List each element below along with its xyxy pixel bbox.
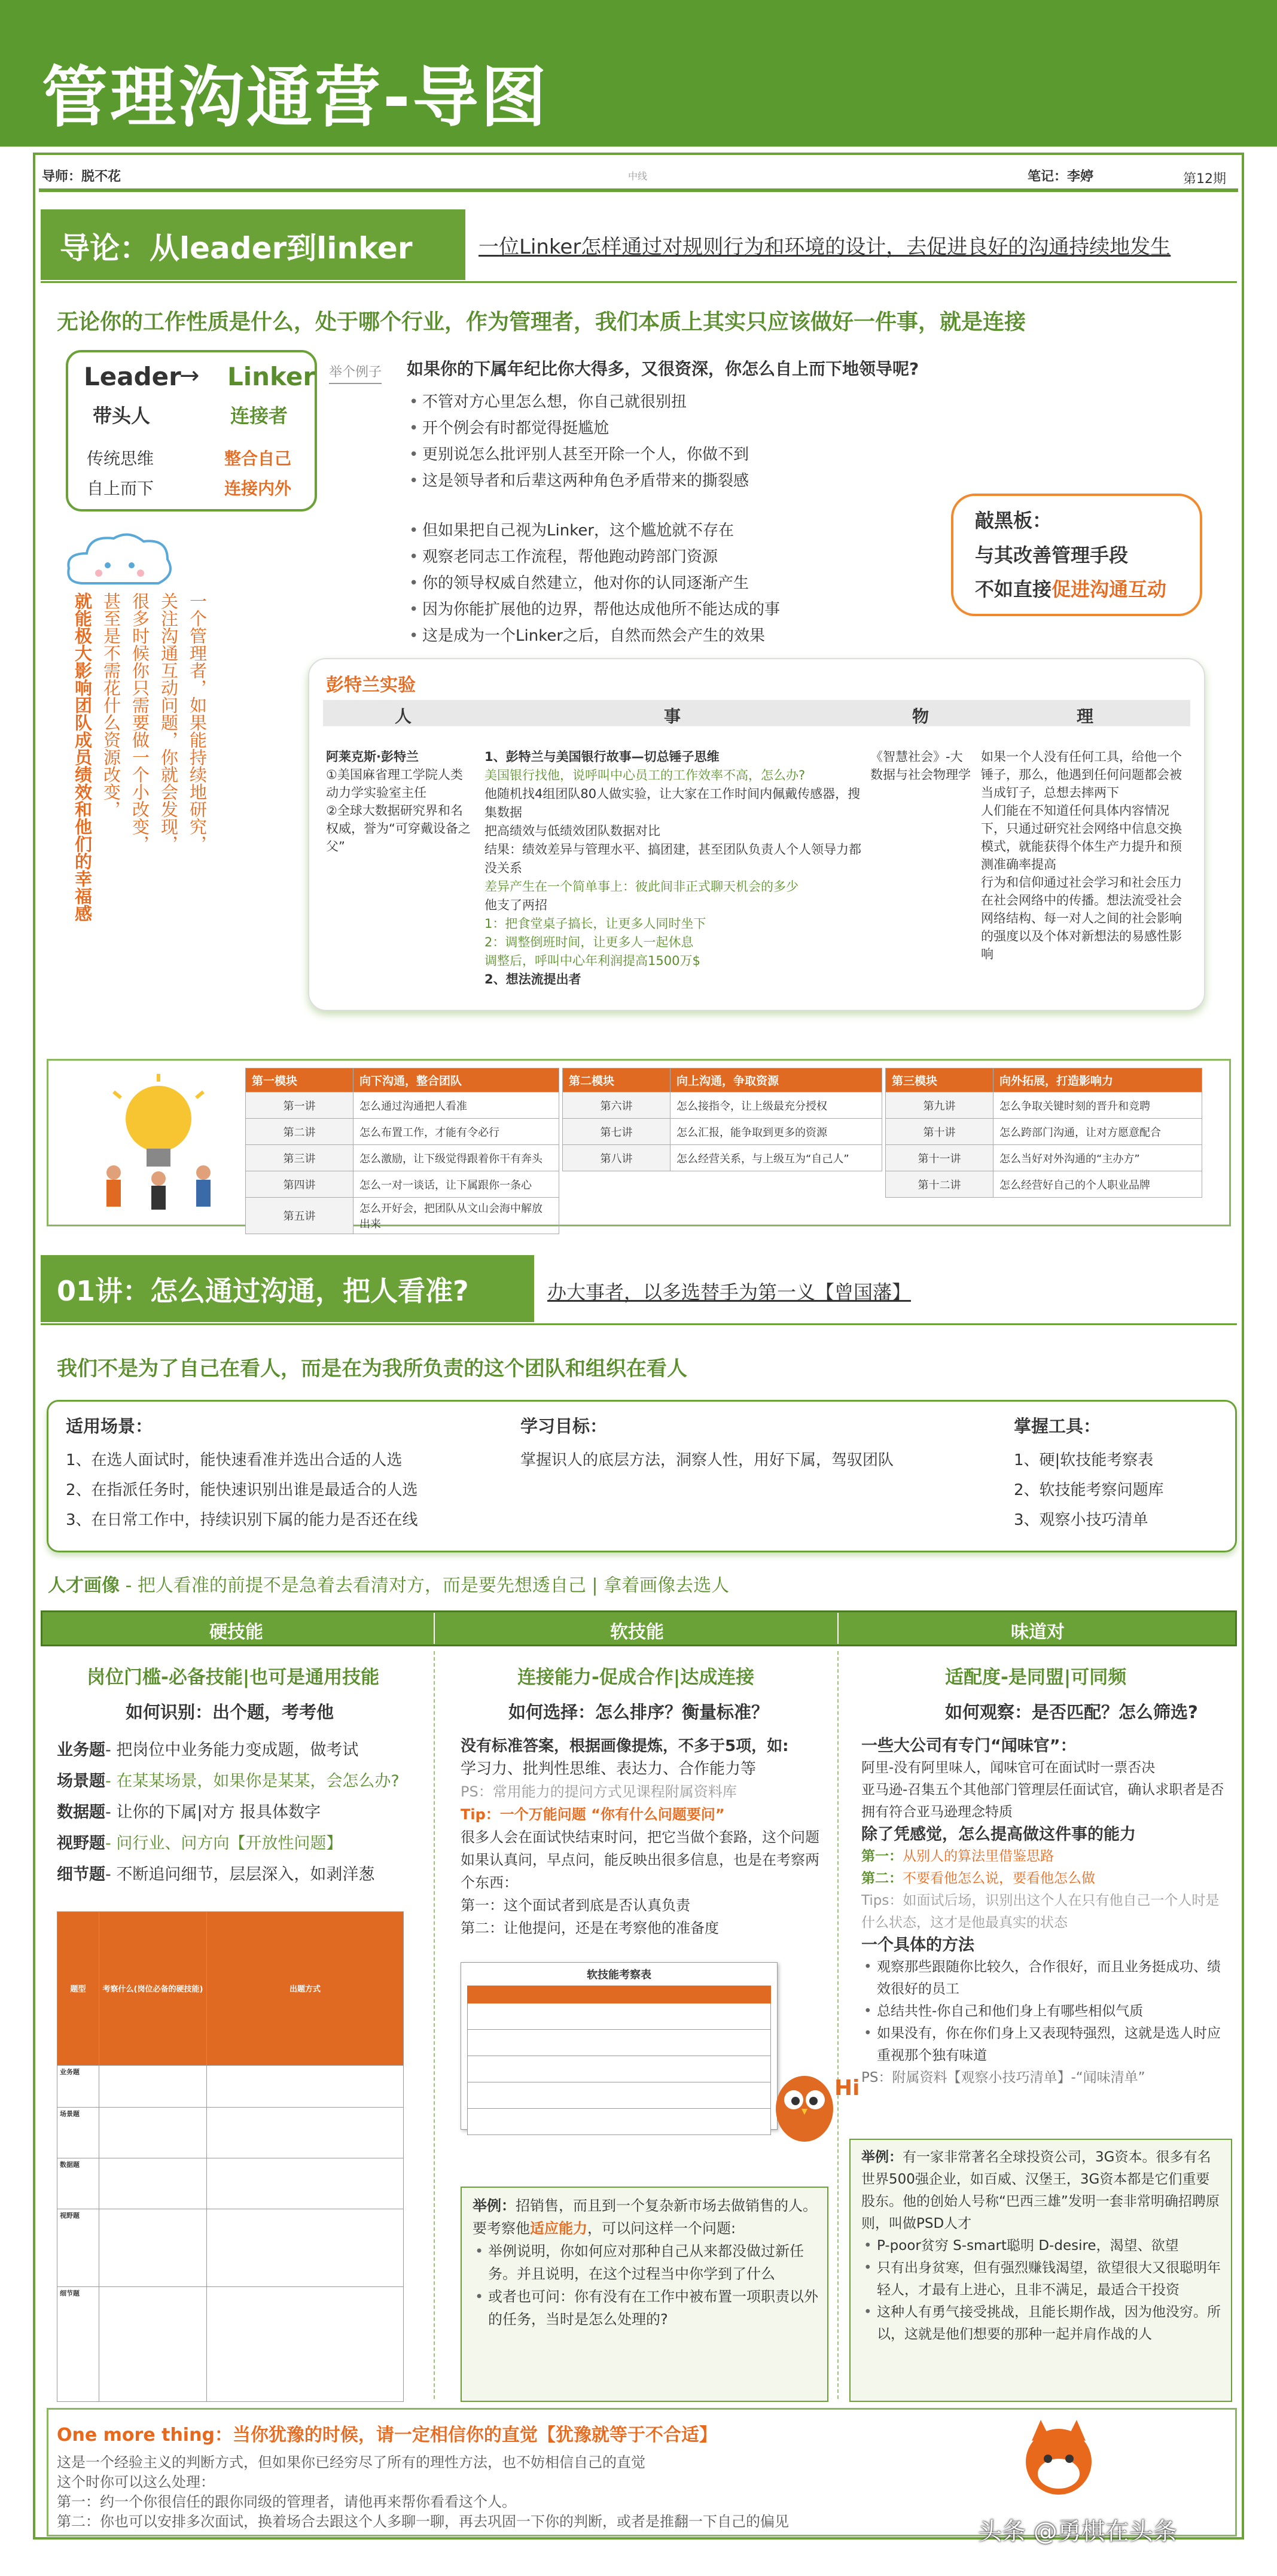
scene-item: 2、在指派任务时，能快速识别出谁是最适合的人选 (66, 1481, 418, 1499)
scene-item: 3、在日常工作中，持续识别下属的能力是否还在线 (66, 1511, 418, 1529)
taste-p1: 一些大公司有专门“闻味官”： (861, 1737, 1077, 1755)
intro-heading: 导论：从leader到linker (60, 231, 413, 266)
exp-event: 差异产生在一个简单事上：彼此间非正式聊天机会的多少 (484, 879, 798, 894)
more-title: One more thing：当你犹豫的时候，请一定相信你的直觉【犹豫就等于不合适】 (57, 2425, 717, 2446)
vertical-col: 甚至是不需花什么资源改变， (101, 592, 121, 818)
soft-example (473, 2194, 819, 2331)
list-item: • 如果没有，你在你们身上又表现特强烈，这就是选人时应重视那个独有味道 (861, 2023, 1226, 2067)
linker-sub: 连接者 (230, 404, 288, 427)
list-item: • 这是领导者和后辈这两种角色矛盾带来的撕裂感 (407, 468, 945, 494)
table-row: 细节题 (57, 2286, 404, 2401)
exp-event: 2：调整倒班时间，让更多人一起休息 (484, 935, 694, 949)
meta-mentor: 导师：脱不花 (42, 169, 121, 184)
exp-person-name: 阿莱克斯·彭特兰 (326, 750, 419, 764)
list-item: • 开个例会有时都觉得挺尴尬 (407, 415, 945, 441)
knock-l1: 敲黑板： (975, 509, 1052, 532)
exp-person (326, 748, 473, 855)
module-name: 第二模块 (563, 1068, 670, 1092)
linker-l1: 整合自己 (224, 449, 292, 468)
exp-col-event: 事 (664, 707, 681, 726)
vertical-col: 就能极大影响团队成员绩效和他们的幸福感 (72, 592, 93, 922)
vertical-quote (72, 592, 207, 963)
more-lines (57, 2453, 972, 2532)
col-divider (434, 1651, 435, 2399)
table-row: 第十讲 怎么跨部门沟通，让对方愿意配合 (886, 1119, 1202, 1145)
compare-arrow: → (179, 362, 200, 389)
leader-sub: 带头人 (93, 404, 151, 427)
col-hard: 硬技能 (209, 1622, 263, 1643)
tools-item: 2、软技能考察问题库 (1014, 1481, 1164, 1499)
hard-title: 岗位门槛-必备技能|也可是通用技能 (87, 1667, 380, 1688)
linker-l2: 连接内外 (224, 479, 292, 498)
taste-ex-text: 举例：有一家非常著名全球投资公司，3G资本。很多有名世界500强企业，如百威、汉堡王，3G资本都是它们重要股东。他的创始人号称“巴西三雄”发明一套非常明确招聘原则，叫做PSD人才 (861, 2149, 1220, 2231)
taste-q: 如何观察：是否匹配？怎么筛选? (945, 1702, 1198, 1722)
card-title: 软技能考察表 (587, 1969, 651, 1981)
exp-col-reason: 理 (1077, 707, 1094, 726)
taste-title: 适配度-是同盟|可同频 (945, 1667, 1127, 1688)
lesson-rule (41, 1323, 1237, 1325)
taste-list (861, 1956, 1226, 2067)
soft-p4: 第一：这个面试者到底是否认真负责 (461, 1897, 690, 1914)
hard-item: 视野题- 问行业、问方向【开放性问题】 (57, 1834, 343, 1853)
exp-event: 1：把食堂桌子搞长，让更多人同时坐下 (484, 916, 706, 931)
portrait-line (48, 1570, 729, 1597)
col-divider (837, 1651, 839, 2399)
meta-issue: 第12期 (1183, 172, 1226, 187)
portrait-label: 人才画像 (48, 1575, 120, 1596)
list-item: • 举例说明，你如何应对那种自己从来都没做过新任务。并且说明，在这个过程当中你学到了什么 (473, 2240, 819, 2285)
table-row: 视野题 (57, 2209, 404, 2286)
fox-mascot-icon (1017, 2417, 1101, 2507)
more-line: 第一：约一个你很信任的跟你同级的管理者，请他再来帮你看看这个人。 (57, 2493, 516, 2510)
experiment-header (323, 700, 1190, 726)
taste-p7: 一个具体的方法 (861, 1936, 974, 1954)
exp-reason (981, 748, 1190, 963)
mascot-hi: Hi (834, 2076, 860, 2100)
exp-event: 1、彭特兰与美国银行故事—切总锤子思维 (484, 750, 720, 764)
leader-l1: 传统思维 (87, 449, 154, 468)
experiment-title: 彭特兰实验 (326, 675, 416, 696)
meta-rule (39, 188, 1238, 192)
soft-p2: 学习力、批判性思维、表达力、合作能力等 (461, 1760, 757, 1778)
bar-divider (434, 1613, 435, 1644)
soft-ps: PS：常用能力的提问方式见课程附属资料库 (461, 1783, 737, 1800)
col-taste: 味道对 (1011, 1622, 1065, 1643)
table-row: 第四讲 怎么一对一谈话，让下属跟你一条心 (246, 1171, 559, 1198)
lesson-banner: 我们不是为了自己在看人，而是在为我所负责的这个团队和组织在看人 (57, 1357, 687, 1381)
table-row: 第一讲 怎么通过沟通把人看准 (246, 1092, 559, 1119)
taste-tips: Tips：如面试后场，识别出这个人在只有他自己一个人时是什么状态，这才是他最真实的状态 (861, 1893, 1220, 1931)
knock-l3 (975, 574, 1166, 602)
tools-title: 掌握工具： (1014, 1416, 1101, 1436)
list-item: • 因为你能扩展他的边界，帮他达成他所不能达成的事 (407, 596, 1005, 623)
goal-title: 学习目标： (520, 1416, 608, 1436)
soft-body (461, 1735, 825, 1939)
soft-title: 连接能力-促成合作|达成连接 (517, 1667, 755, 1688)
meta-notes: 笔记：李婷 (1028, 169, 1094, 184)
exp-event: 把高绩效与低绩效团队数据对比 (484, 824, 660, 838)
exp-event: 他支了两招 (484, 898, 547, 912)
list-item: • 你的领导权威自然建立，他对你的认同逐渐产生 (407, 570, 1005, 596)
table-row: 场景题 (57, 2107, 404, 2158)
exp-col-object: 物 (912, 707, 929, 726)
more-line: 这是一个经验主义的判断方式，但如果你已经穷尽了所有的理性方法，也不妨相信自己的直觉 (57, 2454, 645, 2471)
list-item: • 观察老同志工作流程，帮他跑动跨部门资源 (407, 544, 1005, 570)
module3-table (885, 1068, 1202, 1198)
taste-p5: 第一：从别人的算法里借鉴思路 (861, 1849, 1054, 1864)
module-name: 第一模块 (246, 1068, 353, 1092)
soft-tip: Tip：一个万能问题 “你有什么问题要问” (461, 1806, 725, 1823)
linker-title: Linker (227, 362, 316, 391)
table-row: 数据题 (57, 2158, 404, 2209)
lesson-heading: 01讲：怎么通过沟通，把人看准? (57, 1275, 469, 1307)
goal-text: 掌握识人的底层方法，洞察人性，用好下属，驾驭团队 (520, 1451, 894, 1469)
hard-items (57, 1735, 400, 1890)
table-row: 第九讲 怎么争取关键时刻的晋升和竞聘 (886, 1092, 1202, 1119)
hard-item: 场景题- 在某某场景，如果你是某某，会怎么办? (57, 1772, 400, 1791)
taste-ex-list (861, 2235, 1223, 2346)
module1-table (245, 1068, 559, 1234)
soft-p3: 很多人会在面试快结束时问，把它当做个套路，这个问题如果认真问，早点问，能反映出很多信息，也是在考察两个东西： (461, 1829, 819, 1891)
tools-item: 3、观察小技巧清单 (1014, 1511, 1148, 1529)
hard-skill-sheet: 题型 考察什么(岗位必备的硬技能) 出题方式 业务题 场景题 数据题 视野题 细节题 (57, 1911, 404, 2402)
exp-events (484, 748, 867, 989)
table-row: 第五讲 怎么开好会，把团队从文山会海中解放出来 (246, 1198, 559, 1234)
table-row: 第十二讲 怎么经营好自己的个人职业品牌 (886, 1171, 1202, 1198)
card-grid (467, 2003, 771, 2135)
exp-object: 《智慧社会》-大数据与社会物理学 (870, 750, 971, 782)
exp-reason-item: 行为和信仰通过社会学习和社会压力在社会网络中的传播。想法流受社会网络结构、每一对人之间的社会影响的强度以及个体对新想法的易感性影响 (981, 875, 1182, 961)
exp-event: 美国银行找他，说呼叫中心员工的工作效率不高，怎么办? (484, 768, 806, 782)
exp-reason-item: 人们能在不知道任何具体内容情况下，只通过研究社会网络中信息交换模式，就能获得个体生产力提升和预测准确率提高 (981, 803, 1182, 872)
intro-rule (41, 281, 1237, 283)
list-item: • 这是成为一个Linker之后，自然而然会产生的效果 (407, 623, 1005, 649)
module-topic: 向上沟通，争取资源 (670, 1068, 882, 1092)
more-line: 这个时你可以这么处理： (57, 2474, 215, 2490)
page-title: 管理沟通营-导图 (42, 59, 549, 136)
exp-reason-item: 如果一个人没有任何工具，给他一个锤子，那么，他遇到任何问题都会被当成钉子，总想去摔两下 (981, 750, 1182, 800)
scene-title: 适用场景： (66, 1416, 153, 1436)
example-list1 (407, 389, 945, 494)
module-topic: 向外拓展，打造影响力 (993, 1068, 1202, 1092)
list-item: • 总结共性-你自己和他们身上有哪些相似气质 (861, 2000, 1226, 2023)
list-item: • P-poor贫穷 S-smart聪明 D-desire，渴望、欲望 (861, 2235, 1223, 2257)
list-item: • 只有出身贫寒，但有强烈赚钱渴望，欲望很大又很聪明年轻人，才最有上进心，且非不满足，最适合干投资 (861, 2257, 1223, 2301)
intro-subtitle: 一位Linker怎样通过对规则行为和环境的设计，去促进良好的沟通持续地发生 (479, 235, 1171, 259)
exp-event: 2、想法流提出者 (484, 972, 581, 986)
taste-p2: 阿里-没有阿里味人，闻味官可在面试时一票否决 (861, 1760, 1156, 1776)
lightbulb-icon (90, 1071, 227, 1214)
example-list2 (407, 517, 1005, 649)
list-item: • 或者也可问：你有没有在工作中被布置一项职责以外的任务，当时是怎么处理的? (473, 2285, 819, 2331)
taste-p4: 除了凭感觉，怎么提高做这件事的能力 (861, 1825, 1136, 1844)
list-item: • 不管对方心里怎么想，你自己就很别扭 (407, 389, 945, 415)
table-row: 第七讲 怎么汇报，能争取到更多的资源 (563, 1119, 882, 1145)
list-item: • 观察那些跟随你比较久，合作很好，而且业务挺成功、绩效很好的员工 (861, 1956, 1226, 2000)
example-tag: 举个例子 (329, 362, 382, 384)
exp-person-line: ②全球大数据研究界和名权威，誉为“可穿戴设备之父” (326, 803, 471, 854)
module-name: 第三模块 (886, 1068, 993, 1092)
exp-event: 调整后，呼叫中心年利润提高1500万$ (484, 954, 700, 968)
knock-l3a: 不如直接 (975, 578, 1052, 601)
intro-banner: 无论你的工作性质是什么，处于哪个行业，作为管理者，我们本质上其实只应该做好一件事，就是连接 (57, 310, 1026, 334)
list-item: • 但如果把自己视为Linker，这个尴尬就不存在 (407, 517, 1005, 544)
taste-ps: PS：附属资料【观察小技巧清单】-“闻味清单” (861, 2070, 1145, 2085)
owl-mascot-icon (769, 2058, 846, 2148)
leader-l2: 自上而下 (87, 479, 154, 498)
taste-body (861, 1735, 1226, 2089)
tools-item: 1、硬|软技能考察表 (1014, 1451, 1154, 1469)
exp-event: 他随机找4组团队80人做实验，让大家在工作时间内佩戴传感器，搜集数据 (484, 787, 861, 820)
taste-p6: 第二：不要看他怎么说，要看他怎么做 (861, 1871, 1095, 1886)
bar-divider (837, 1613, 839, 1644)
table-row: 第六讲 怎么接指令，让上级最充分授权 (563, 1092, 882, 1119)
table-row: 第三讲 怎么激励，让下级觉得跟着你干有奔头 (246, 1145, 559, 1171)
module2-table (562, 1068, 882, 1171)
more-line: 第二：你也可以安排多次面试，换着场合去跟这个人多聊一聊，再去巩固一下你的判断，或者是推翻一下自己的偏见 (57, 2513, 789, 2530)
card-header-bar (467, 1986, 771, 2003)
list-item: • 更别说怎么批评别人甚至开除一个人，你做不到 (407, 441, 945, 468)
list-item: • 这种人有勇气接受挑战，且能长期作战，因为他没穷。所以，这就是他们想要的那种一起并肩作战的人 (861, 2301, 1223, 2346)
soft-skill-card (461, 1962, 778, 2130)
table-row: 第八讲 怎么经营关系，与上级互为“自己人” (563, 1145, 882, 1171)
meta-center: 中线 (628, 170, 648, 182)
table-row: 第十一讲 怎么当好对外沟通的“主办方” (886, 1145, 1202, 1171)
watermark: 头条 @勇棋在头条 (978, 2518, 1177, 2545)
table-row: 业务题 (57, 2065, 404, 2107)
cloud-icon (60, 526, 179, 598)
soft-p1: 没有标准答案，根据画像提炼，不多于5项，如: (461, 1737, 789, 1755)
soft-ex-list (473, 2240, 819, 2331)
hard-item: 细节题- 不断追问细节，层层深入，如剥洋葱 (57, 1865, 375, 1884)
hard-q: 如何识别：出个题，考考他 (126, 1702, 334, 1722)
hard-item: 业务题- 把岗位中业务能力变成题，做考试 (57, 1741, 359, 1759)
knock-l2: 与其改善管理手段 (975, 544, 1129, 567)
exp-event: 结果：绩效差异与管理水平、搞团建，甚至团队负责人个人领导力都没关系 (484, 842, 861, 875)
soft-p5: 第二：让他提问，还是在考察他的准备度 (461, 1920, 719, 1936)
exp-col-person: 人 (395, 707, 412, 726)
table-row: 第二讲 怎么布置工作，才能有令必行 (246, 1119, 559, 1145)
vertical-col: 一个管理者，如果能持续地研究， (187, 592, 208, 852)
exp-person-line: ①美国麻省理工学院人类动力学实验室主任 (326, 768, 463, 800)
knock-l3b: 促进沟通互动 (1052, 578, 1167, 601)
vertical-col: 关注沟通互动问题，你就会发现， (159, 592, 179, 852)
leader-title: Leader (84, 362, 181, 391)
module-topic: 向下沟通，整合团队 (353, 1068, 559, 1092)
scene-item: 1、在选人面试时，能快速看准并选出合适的人选 (66, 1451, 403, 1469)
soft-ex-text: 举例：招销售，而且到一个复杂新市场去做销售的人。要考察他适应能力，可以问这样一个问题: (473, 2197, 817, 2237)
lesson-quote: 办大事者，以多选替手为第一义【曾国藩】 (547, 1281, 912, 1304)
taste-example (861, 2146, 1223, 2346)
portrait-desc: - 把人看准的前提不是急着去看清对方，而是要先想透自己 | 拿着画像去选人 (120, 1575, 730, 1596)
col-soft: 软技能 (610, 1622, 664, 1643)
soft-q: 如何选择：怎么排序？衡量标准？ (508, 1702, 769, 1722)
vertical-col: 很多时候你只需要做一个小改变， (130, 592, 150, 852)
taste-p3: 亚马逊-召集五个其他部门管理层任面试官，确认求职者是否拥有符合亚马逊理念特质 (861, 1782, 1224, 1820)
example-question: 如果你的下属年纪比你大得多，又很资深，你怎么自上而下地领导呢? (407, 359, 919, 379)
hard-item: 数据题- 让你的下属|对方 报具体数字 (57, 1803, 321, 1822)
